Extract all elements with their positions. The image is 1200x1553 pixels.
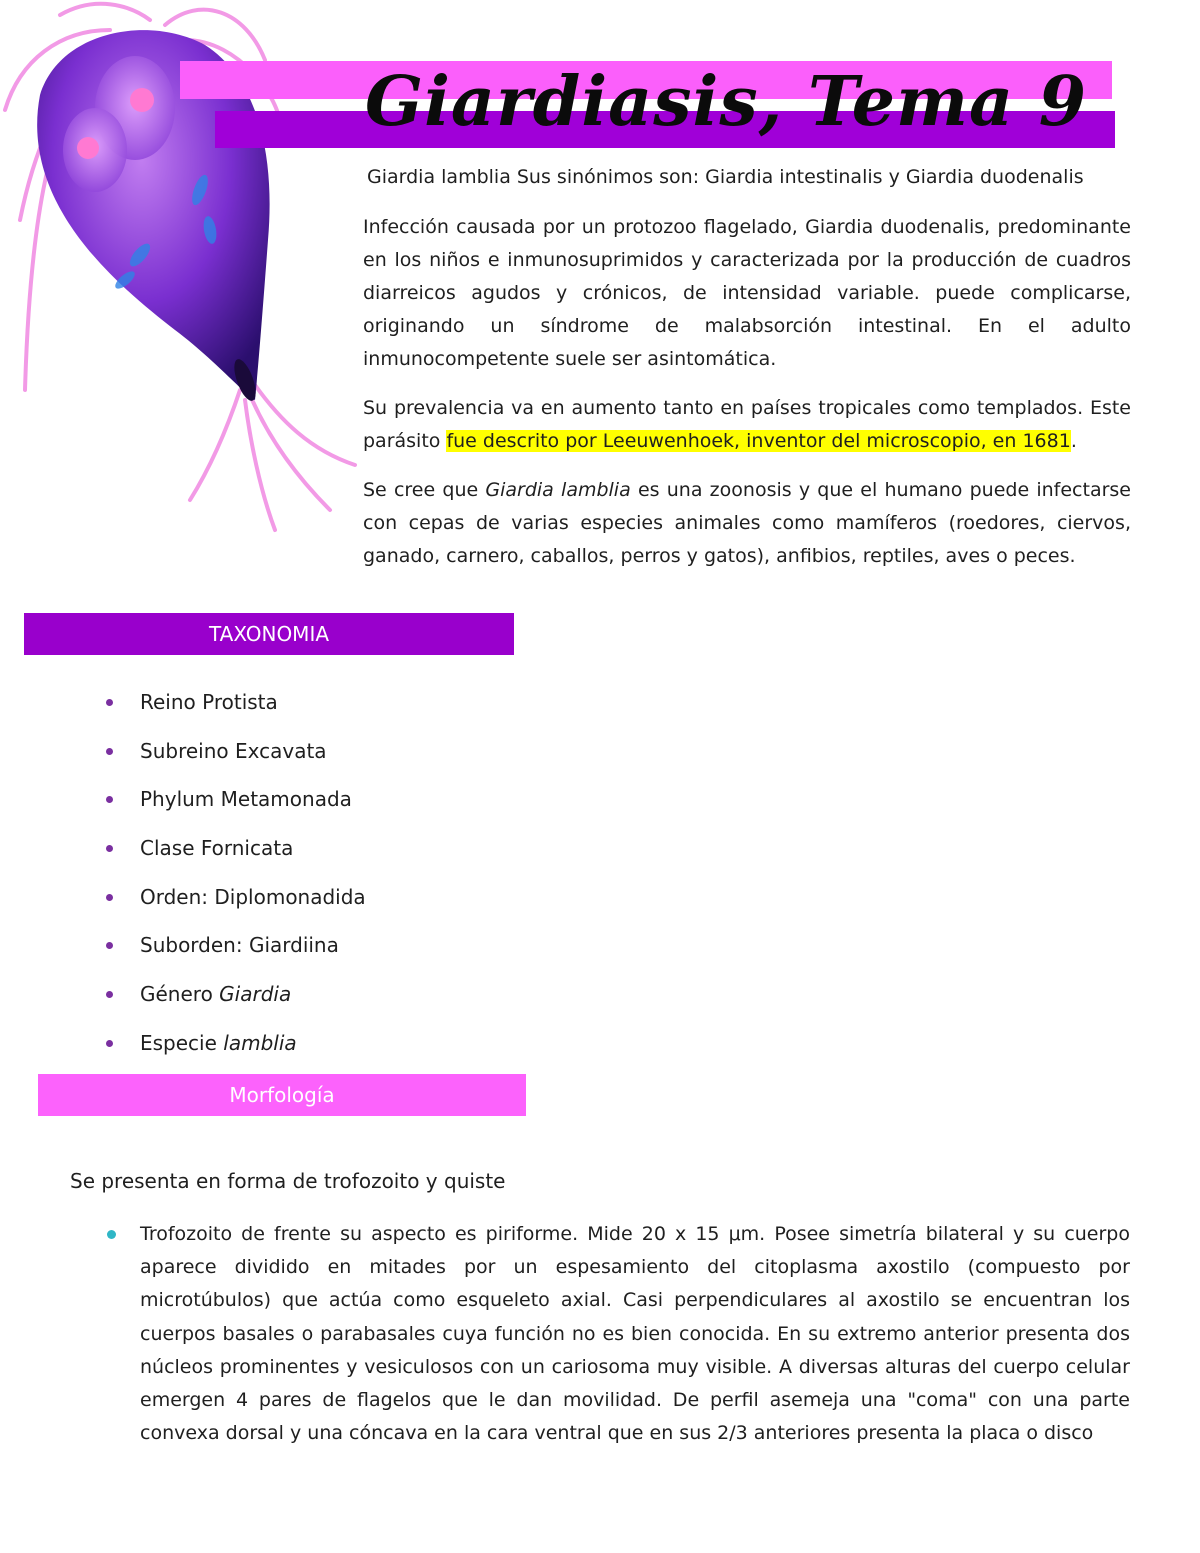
species-italic: Giardia lamblia (485, 479, 631, 501)
paragraph-2-end: . (1070, 430, 1077, 452)
bullet-icon (106, 796, 113, 803)
page-title: Giardiasis, Tema 9 (365, 62, 1088, 142)
taxonomy-heading-bar (24, 613, 514, 655)
taxonomy-item (0, 875, 366, 924)
taxonomy-item (0, 729, 366, 778)
bullet-icon (106, 845, 113, 852)
taxonomy-item (0, 680, 366, 729)
taxonomy-heading: TAXONOMIA (208, 622, 330, 646)
taxonomy-item (0, 972, 366, 1021)
bullet-icon (106, 894, 113, 901)
taxonomy-list (0, 680, 366, 1070)
intro-paragraph-2 (363, 392, 1131, 458)
taxonomy-item (0, 923, 366, 972)
taxonomy-item-label: Orden: Diplomonadida (140, 884, 366, 909)
taxonomy-item-label: Reino Protista (140, 690, 278, 714)
bullet-icon (106, 699, 113, 706)
taxonomy-item-label: Clase Fornicata (140, 836, 294, 861)
bullet-icon (106, 748, 113, 755)
taxonomy-item-label: Phylum Metamonada (140, 787, 352, 812)
bullet-icon (106, 942, 113, 949)
taxonomy-item-italic: Giardia (219, 982, 292, 1007)
bullet-icon (106, 991, 113, 998)
taxonomy-item-label: Género (140, 982, 220, 1007)
paragraph-2-text: Su prevalencia va en aumento tanto en países tropicales como templados. Este parásito (363, 397, 1131, 452)
taxonomy-item (0, 1021, 366, 1070)
intro-paragraph-1: Infección causada por un protozoo flagelado, Giardia duodenalis, predominante en los niños e inmunosuprimidos y caracterizada por la producción de cuadros diarreicos agudos y crónicos, de intensidad variable. puede complicarse, originando un síndrome de malabsorción intestinal. En el adulto inmunocompetente suele ser asintomática. (363, 216, 1131, 370)
taxonomy-item (0, 826, 366, 875)
morfologia-heading: Morfología (229, 1083, 335, 1107)
intro-paragraph-3 (363, 474, 1131, 573)
synonyms-line: Giardia lamblia Sus sinónimos son: Giardia intestinalis y Giardia duodenalis (367, 166, 1084, 188)
taxonomy-item (0, 777, 366, 826)
morfologia-heading-bar (38, 1074, 526, 1116)
trofozoito-description: Trofozoito de frente su aspecto es piriforme. Mide 20 x 15 μm. Posee simetría bilateral y su cuerpo aparece dividido en mitades por un espesamiento del citoplasma axostilo (compuesto por microtúbulos) que actúa como esqueleto axial. Casi perpendiculares al axostilo se encuentran los cuerpos basales o parabasales cuya función no es bien conocida. En su extremo anterior presenta dos núcleos prominentes y vesiculosos con un cariosoma muy visible. A diversas alturas del cuerpo celular emergen 4 pares de flagelos que le dan movilidad. De perfil asemeja una "coma" con una parte convexa dorsal y una cóncava en la cara ventral que en sus 2/3 anteriores presenta la placa o disco (140, 1223, 1130, 1445)
morfologia-intro: Se presenta en forma de trofozoito y quiste (70, 1169, 506, 1193)
bullet-icon (107, 1230, 116, 1239)
paragraph-3-text: Se cree que (363, 479, 486, 501)
paragraph-3-end: es una zoonosis y que el humano puede infectarse con cepas de varias especies animales como mamíferos (roedores, ciervos, ganado, carnero, caballos, perros y gatos), anfibios, reptiles, aves o peces. (363, 479, 1131, 567)
bullet-icon (106, 1040, 113, 1047)
taxonomy-item-label: Subreino Excavata (140, 738, 327, 763)
highlighted-text: fue descrito por Leeuwenhoek, inventor del microscopio, en 1681 (446, 430, 1071, 452)
taxonomy-item-label: Especie (140, 1030, 224, 1055)
taxonomy-item-label: Suborden: Giardiina (140, 933, 339, 958)
taxonomy-item-italic: lamblia (223, 1030, 297, 1055)
